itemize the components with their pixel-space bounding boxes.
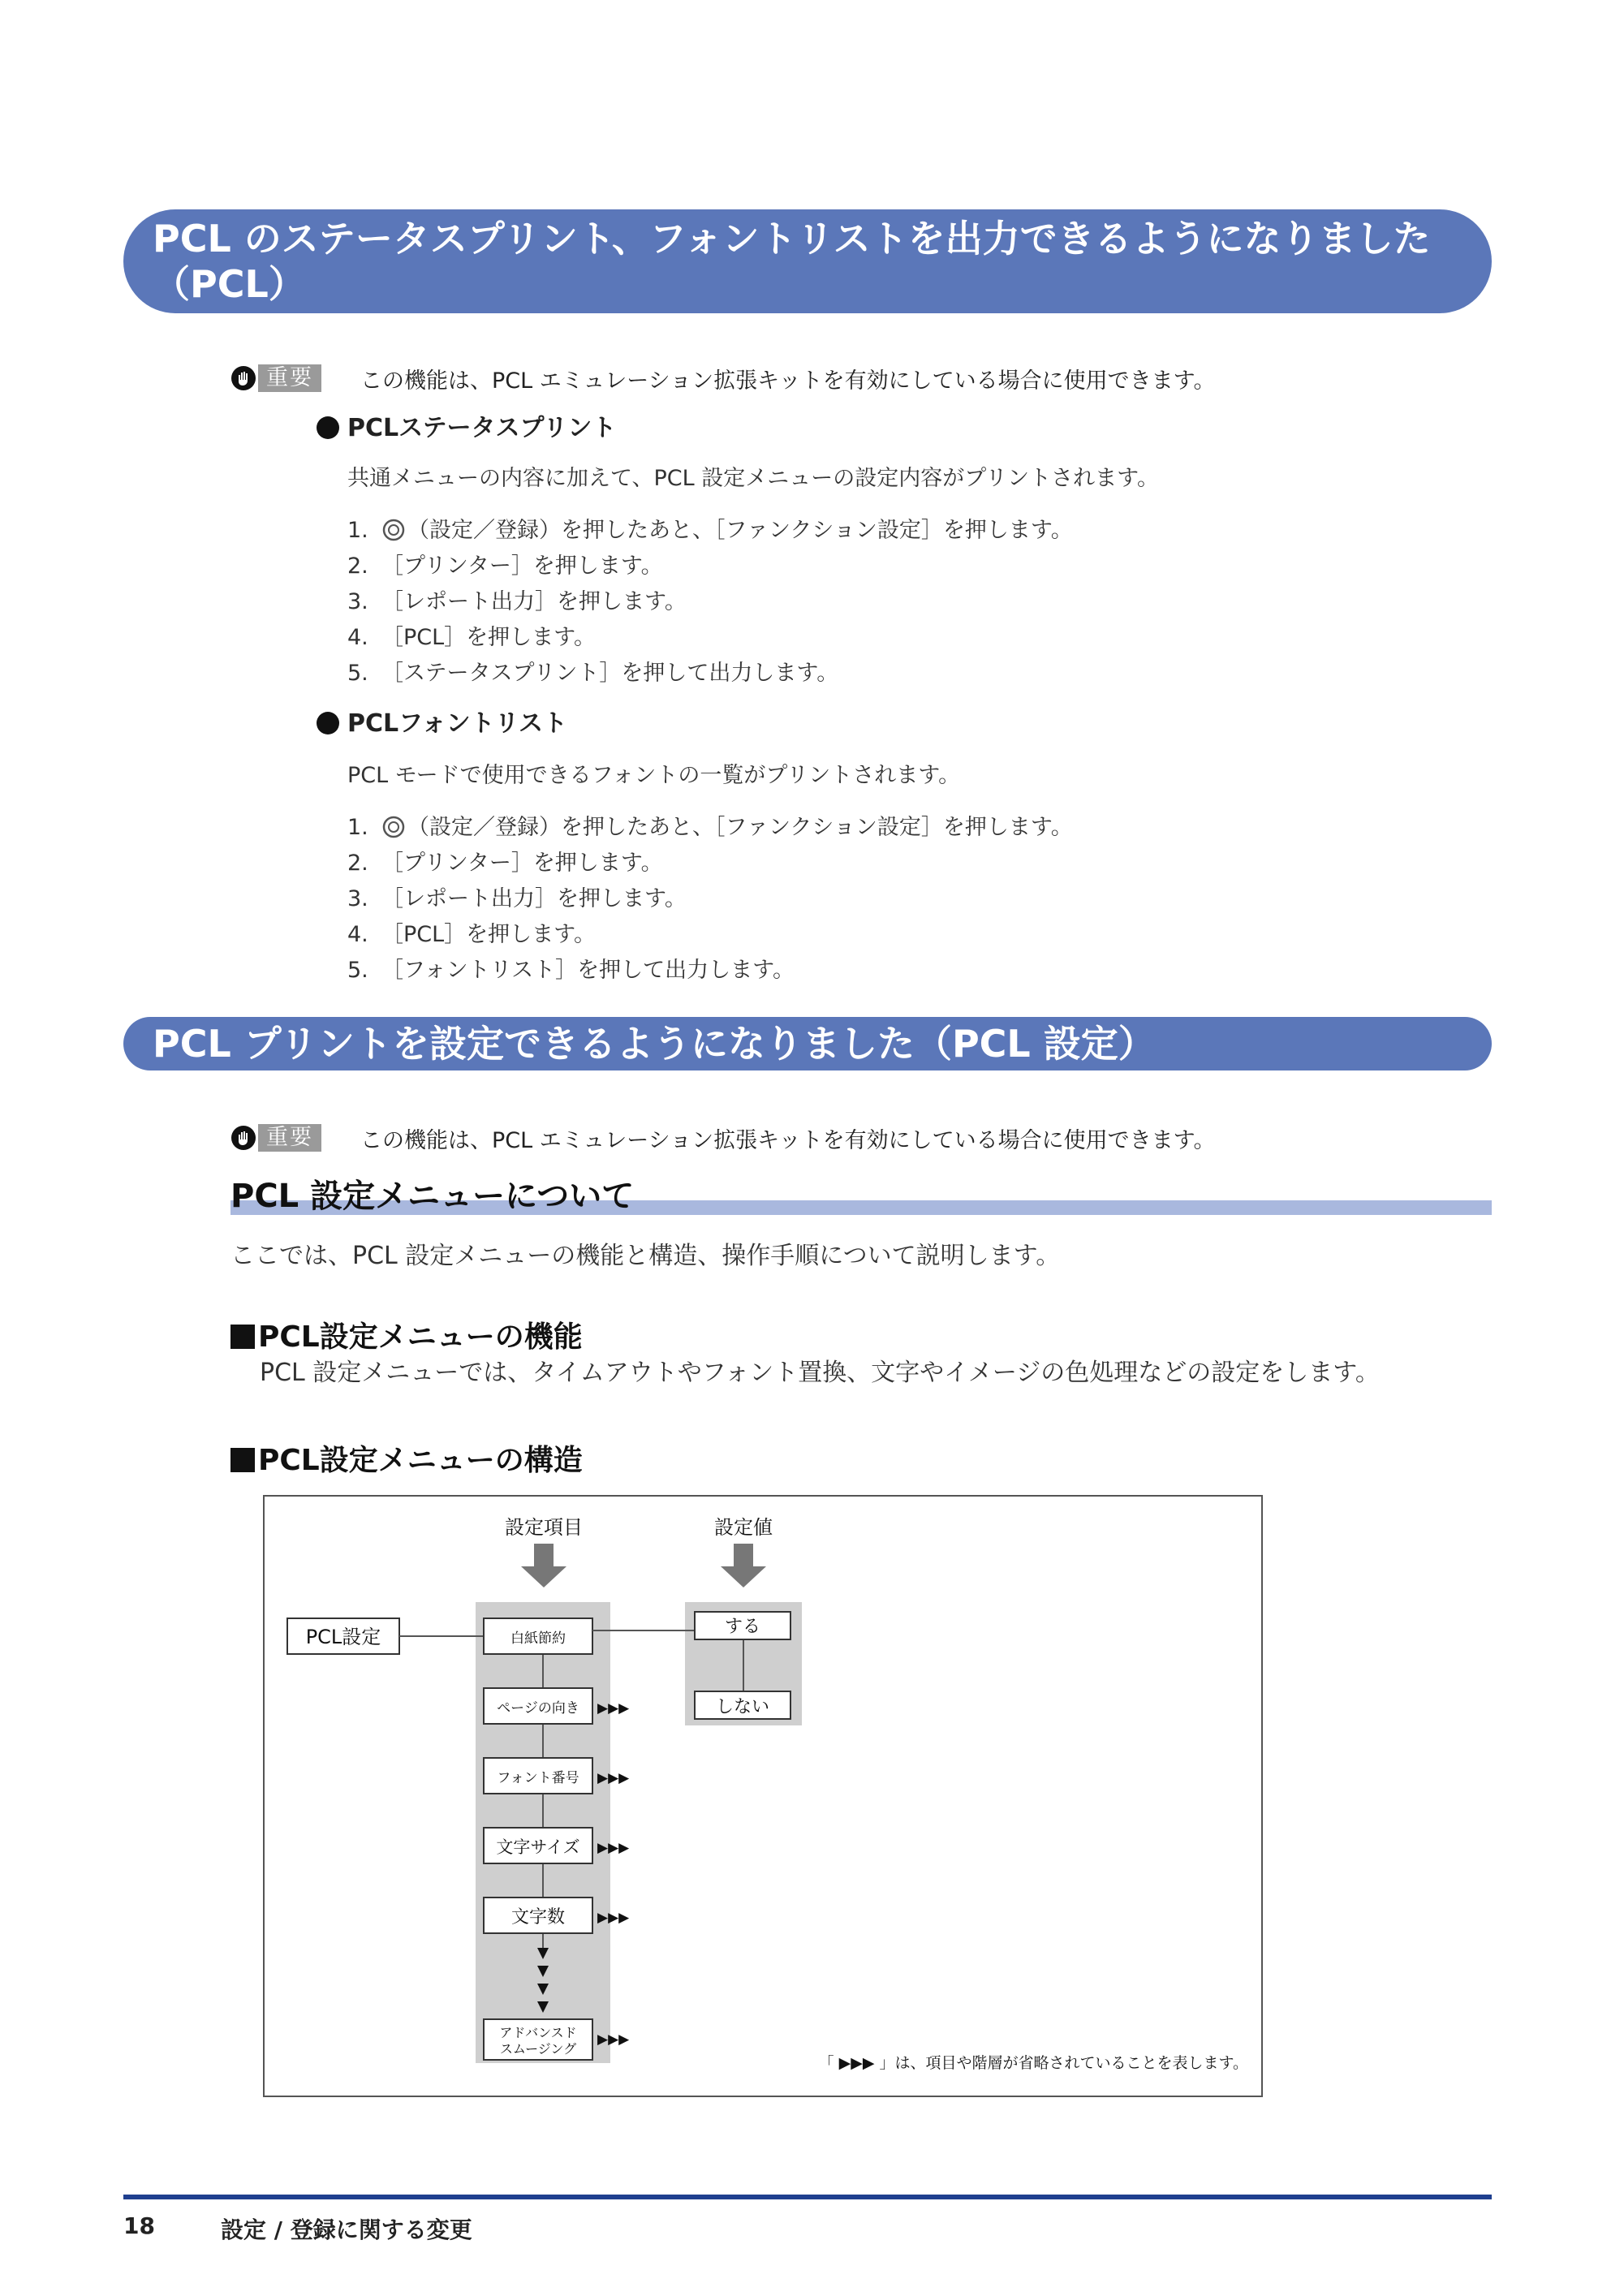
section-banner-status-print [123, 209, 1492, 313]
font-list-heading-text: PCLフォントリスト [347, 709, 568, 738]
root-node-label: PCL設定 [305, 1626, 381, 1648]
structure-diagram-svg [265, 1497, 1261, 2096]
status-print-heading-text: PCLステータスプリント [347, 414, 617, 442]
note-text: この機能は、PCL エミュレーション拡張キットを有効にしている場合に使用できます。 [360, 1127, 1216, 1153]
banner-title-line1: PCL のステータスプリント、フォントリストを出力できるようになりました [153, 217, 1431, 261]
status-print-description: 共通メニューの内容に加えて、PCL 設定メニューの設定内容がプリントされます。 [347, 466, 1159, 491]
subsection-title: PCL 設定メニューについて [230, 1178, 635, 1215]
important-badge: 重要 [258, 1124, 321, 1152]
more-marker: ▶▶▶ [597, 1910, 630, 1926]
svg-text:文字サイズ: 文字サイズ [496, 1837, 580, 1857]
more-marker: ▶▶▶ [597, 1840, 630, 1856]
menu-item-node [484, 1828, 592, 1863]
menu-item-node [484, 1898, 592, 1933]
font-list-heading [317, 708, 567, 740]
bullet-dot-icon [317, 416, 339, 439]
important-note [230, 1122, 1215, 1154]
pcl-menu-structure-diagram [263, 1495, 1263, 2097]
header-setting-values: 設定値 [714, 1516, 773, 1539]
note-text: この機能は、PCL エミュレーション拡張キットを有効にしている場合に使用できます。 [360, 368, 1216, 394]
banner-title-line2: （PCL） [153, 262, 306, 306]
subsection-intro: ここでは、PCL 設定メニューの機能と構造、操作手順について説明します。 [230, 1242, 1061, 1270]
bullet-dot-icon [317, 712, 339, 734]
settings-register-icon [381, 518, 406, 542]
svg-text:スムージング: スムージング [499, 2041, 577, 2057]
more-marker: ▶▶▶ [597, 1770, 630, 1786]
list-item: 1. （設定／登録）を押したあと、［ファンクション設定］を押します。 [347, 815, 1073, 840]
font-list-description: PCL モードで使用できるフォントの一覧がプリントされます。 [347, 763, 961, 788]
list-item: 4. ［PCL］を押します。 [347, 922, 597, 947]
list-item: 4. ［PCL］を押します。 [347, 625, 597, 650]
list-item: 3. ［レポート出力］を押します。 [347, 886, 687, 911]
square-bullet-icon [230, 1448, 255, 1472]
svg-text:白紙節約: 白紙節約 [510, 1630, 566, 1647]
status-print-steps [347, 513, 1073, 691]
structure-heading: PCL設定メニューの構造 [230, 1441, 583, 1480]
value-node [695, 1691, 790, 1719]
footer-rule [123, 2195, 1492, 2199]
hand-stop-icon [230, 1125, 256, 1151]
list-item: 3. ［レポート出力］を押します。 [347, 589, 687, 614]
down-arrow-icon [721, 1544, 766, 1587]
menu-item-node [484, 1688, 592, 1724]
list-item: 5. ［ステータスプリント］を押して出力します。 [347, 661, 839, 686]
function-text: PCL 設定メニューでは、タイムアウトやフォント置換、文字やイメージの色処理などの設定をします。 [260, 1359, 1380, 1387]
footer-chapter-title: 設定 / 登録に関する変更 [221, 2216, 472, 2243]
important-note [230, 362, 1215, 394]
list-item: 2. ［プリンター］を押します。 [347, 554, 663, 579]
status-print-heading [317, 412, 616, 445]
svg-text:文字数: 文字数 [510, 1907, 566, 1928]
menu-item-node [484, 1618, 592, 1654]
more-marker: ▶▶▶ [597, 1700, 630, 1717]
down-arrow-icon [521, 1544, 566, 1587]
list-item: 2. ［プリンター］を押します。 [347, 851, 663, 876]
square-bullet-icon [230, 1325, 255, 1349]
page-number: 18 [123, 2212, 155, 2239]
svg-text:アドバンスド: アドバンスド [499, 2025, 577, 2040]
more-marker: ▶▶▶ [597, 2031, 630, 2048]
important-badge: 重要 [258, 364, 321, 392]
diagram-legend: 「 ▶▶▶ 」は、項目や階層が省略されていることを表します。 [818, 2054, 1248, 2072]
svg-text:する: する [724, 1617, 761, 1637]
function-heading: PCL設定メニューの機能 [230, 1318, 583, 1357]
svg-text:フォント番号: フォント番号 [497, 1770, 579, 1786]
value-node [695, 1612, 790, 1639]
menu-item-node [484, 1758, 592, 1794]
svg-text:ページの向き: ページの向き [497, 1700, 579, 1717]
svg-text:しない: しない [715, 1697, 770, 1717]
list-item: 5. ［フォントリスト］を押して出力します。 [347, 958, 795, 983]
header-setting-items: 設定項目 [505, 1516, 583, 1539]
menu-item-node [484, 2019, 592, 2060]
font-list-steps [347, 810, 1073, 989]
banner-title: PCL プリントを設定できるようになりました（PCL 設定） [153, 1022, 1156, 1066]
list-item: 1. （設定／登録）を押したあと、［ファンクション設定］を押します。 [347, 518, 1073, 543]
hand-stop-icon [230, 365, 256, 391]
section-banner-pcl-settings [123, 1017, 1492, 1070]
settings-register-icon [381, 815, 406, 839]
